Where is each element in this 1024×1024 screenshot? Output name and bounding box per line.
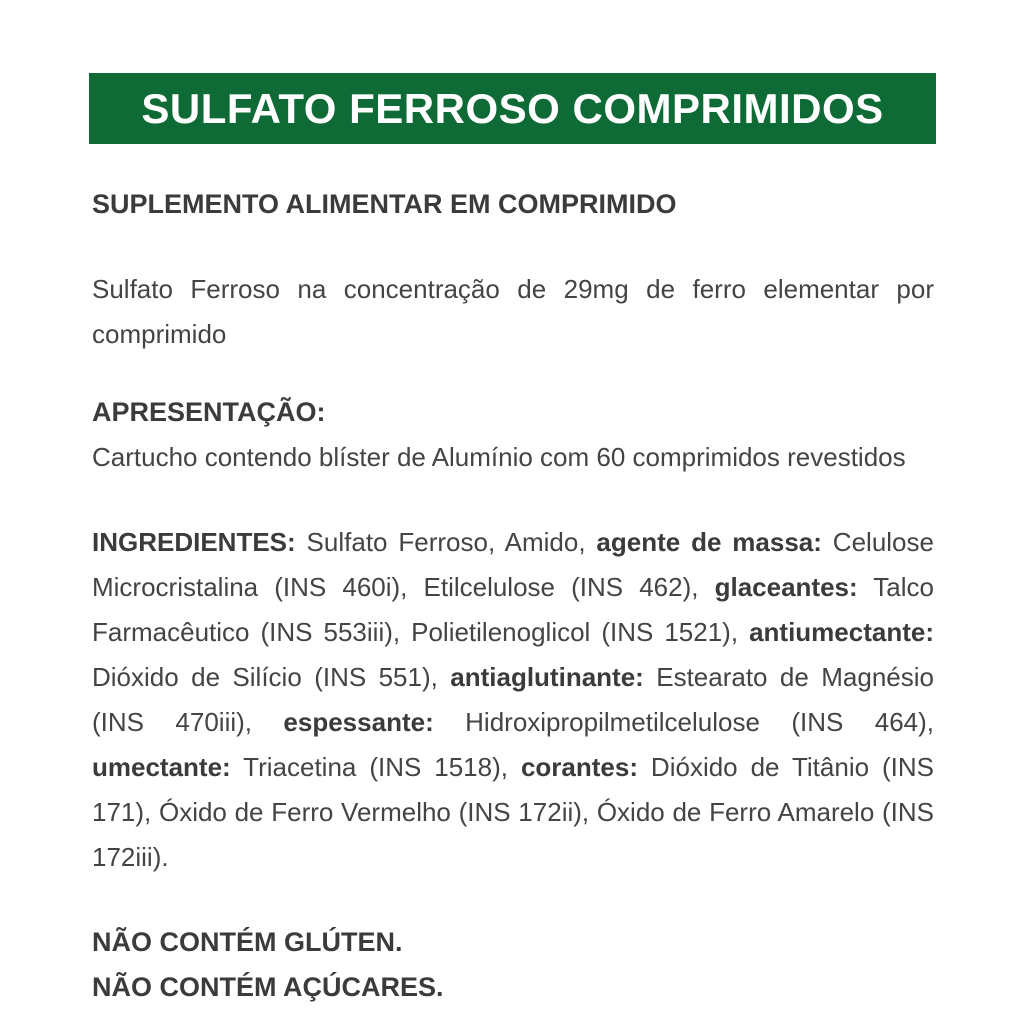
presentation-heading: APRESENTAÇÃO: <box>92 397 326 427</box>
concentration-paragraph: Sulfato Ferroso na concentração de 29mg de ferro elementar por comprimido <box>92 274 934 349</box>
supplement-type-heading: SUPLEMENTO ALIMENTAR EM COMPRIMIDO <box>92 189 677 219</box>
label-content <box>89 182 936 1010</box>
presentation-section <box>92 390 934 480</box>
presentation-body: Cartucho contendo blíster de Alumínio com 60 comprimidos revestidos <box>92 442 906 472</box>
product-title-banner <box>89 73 936 144</box>
gluten-free-claim: NÃO CONTÉM GLÚTEN. <box>92 927 403 957</box>
product-title: SULFATO FERROSO COMPRIMIDOS <box>141 84 884 132</box>
claims-section <box>92 920 934 1010</box>
sugar-free-claim: NÃO CONTÉM AÇÚCARES. <box>92 972 444 1002</box>
ingredients-paragraph: INGREDIENTES: Sulfato Ferroso, Amido, agente de massa: Celulose Microcristalina (INS 460i), Etilcelulose (INS 462), glaceantes: Talco Farmacêutico (INS 553iii), Polietilenoglicol (INS 1521), antiumectante: Dióxido de Silício (INS 551), antiaglutinante: Estearato de Magnésio (INS 470iii), espessante: Hidroxipropilmetilcelulose (INS 464), umectante: Triacetina (INS 1518), corantes: Dióxido de Titânio (INS 171), Óxido de Ferro Vermelho (INS 172ii), Óxido de Ferro Amarelo (INS 172iii). <box>92 527 935 872</box>
